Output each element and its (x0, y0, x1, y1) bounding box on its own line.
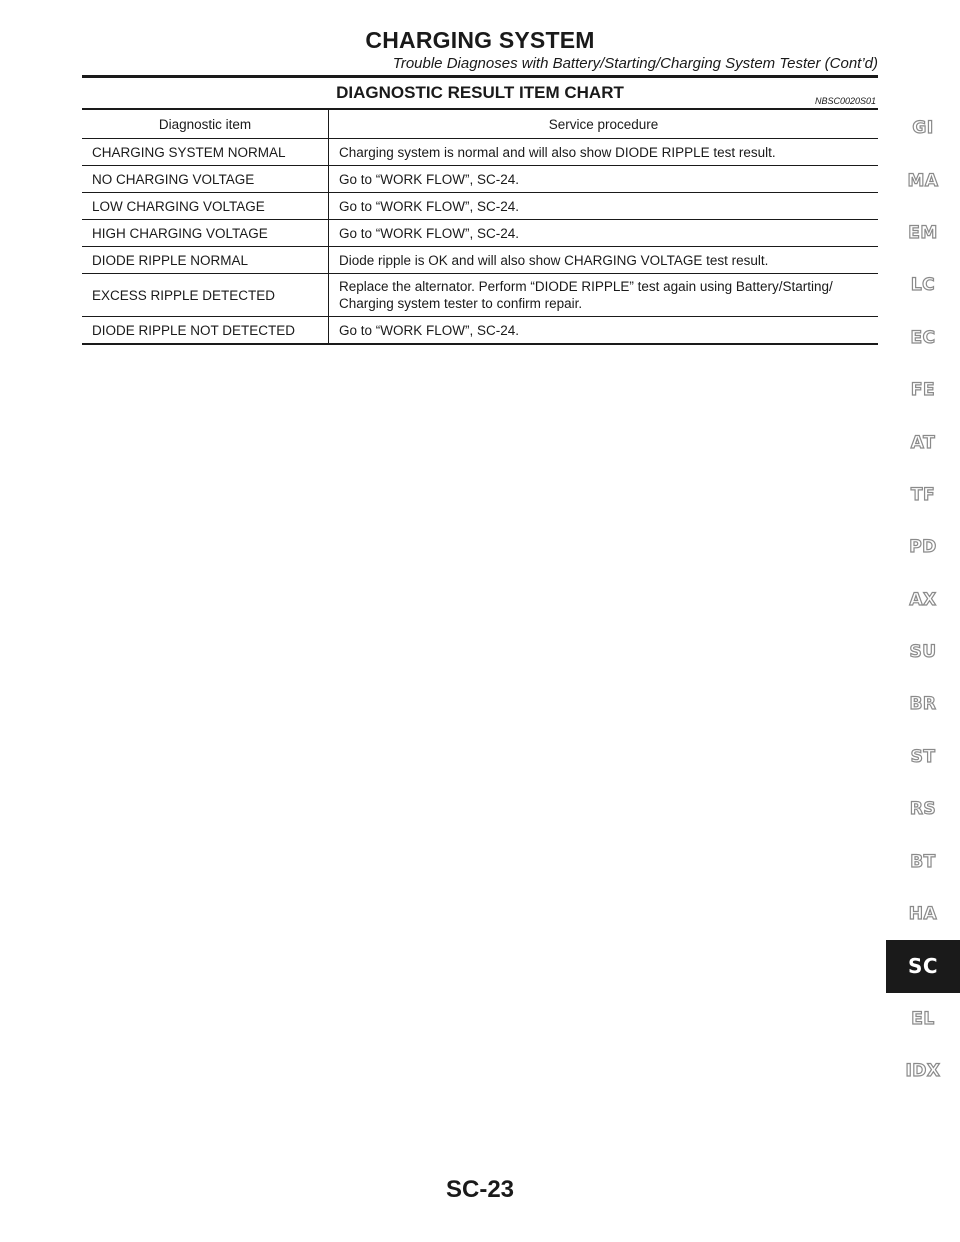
table-row (82, 166, 878, 193)
table-row (82, 220, 878, 247)
tab-pd[interactable]: PD (909, 537, 937, 558)
table-row (82, 247, 878, 274)
page-header (82, 26, 878, 73)
tab-lc[interactable]: LC (910, 275, 936, 296)
diagnostic-item-cell: DIODE RIPPLE NORMAL (82, 247, 329, 274)
tab-sc[interactable]: SC (886, 940, 960, 992)
service-procedure-cell: Go to “WORK FLOW”, SC-24. (329, 220, 879, 247)
table-row (82, 139, 878, 166)
page-title: CHARGING SYSTEM (365, 27, 595, 53)
diagnostic-item-cell: DIODE RIPPLE NOT DETECTED (82, 317, 329, 345)
service-procedure-cell: Go to “WORK FLOW”, SC-24. (329, 317, 879, 345)
tab-br[interactable]: BR (909, 694, 937, 715)
tab-idx[interactable]: IDX (905, 1061, 941, 1082)
service-procedure-cell: Replace the alternator. Perform “DIODE RIPPLE” test again using Battery/Starting/ Charging system tester to confirm repair. (329, 274, 879, 317)
column-header-service-procedure: Service procedure (329, 110, 879, 139)
tab-fe[interactable]: FE (910, 380, 936, 401)
column-header-diagnostic-item: Diagnostic item (82, 110, 329, 139)
tab-tf[interactable]: TF (910, 484, 936, 505)
header-divider (82, 75, 878, 78)
section-index-tabs (886, 102, 960, 1097)
diagnostic-chart-section (82, 80, 878, 345)
tab-st[interactable]: ST (910, 746, 936, 767)
section-code: NBSC0020S01 (814, 96, 876, 106)
tab-bt[interactable]: BT (910, 851, 936, 872)
table-row (82, 193, 878, 220)
diagnostic-item-cell: CHARGING SYSTEM NORMAL (82, 139, 329, 166)
section-title: DIAGNOSTIC RESULT ITEM CHART (336, 83, 624, 102)
service-procedure-cell: Go to “WORK FLOW”, SC-24. (329, 166, 879, 193)
tab-ma[interactable]: MA (907, 170, 939, 191)
tab-gi[interactable]: GI (912, 118, 934, 139)
page-number: SC-23 (445, 1176, 515, 1203)
tab-at[interactable]: AT (910, 432, 936, 453)
tab-el[interactable]: EL (911, 1008, 935, 1029)
service-procedure-cell: Go to “WORK FLOW”, SC-24. (329, 193, 879, 220)
diagnostic-item-cell: HIGH CHARGING VOLTAGE (82, 220, 329, 247)
tab-rs[interactable]: RS (909, 799, 937, 820)
table-row (82, 274, 878, 317)
table-header-row (82, 110, 878, 139)
tab-ax[interactable]: AX (909, 589, 937, 610)
diagnostic-item-cell: LOW CHARGING VOLTAGE (82, 193, 329, 220)
diagnostic-item-cell: NO CHARGING VOLTAGE (82, 166, 329, 193)
section-title-row (82, 80, 878, 110)
service-procedure-cell: Diode ripple is OK and will also show CHARGING VOLTAGE test result. (329, 247, 879, 274)
tab-su[interactable]: SU (909, 642, 937, 663)
table-row (82, 317, 878, 345)
tab-ha[interactable]: HA (908, 904, 938, 925)
tab-em[interactable]: EM (908, 222, 938, 243)
diagnostic-result-table (82, 110, 878, 345)
service-procedure-cell: Charging system is normal and will also show DIODE RIPPLE test result. (329, 139, 879, 166)
page-subtitle: Trouble Diagnoses with Battery/Starting/Charging System Tester (Cont’d) (392, 55, 878, 72)
diagnostic-item-cell: EXCESS RIPPLE DETECTED (82, 274, 329, 317)
tab-ec[interactable]: EC (910, 327, 936, 348)
